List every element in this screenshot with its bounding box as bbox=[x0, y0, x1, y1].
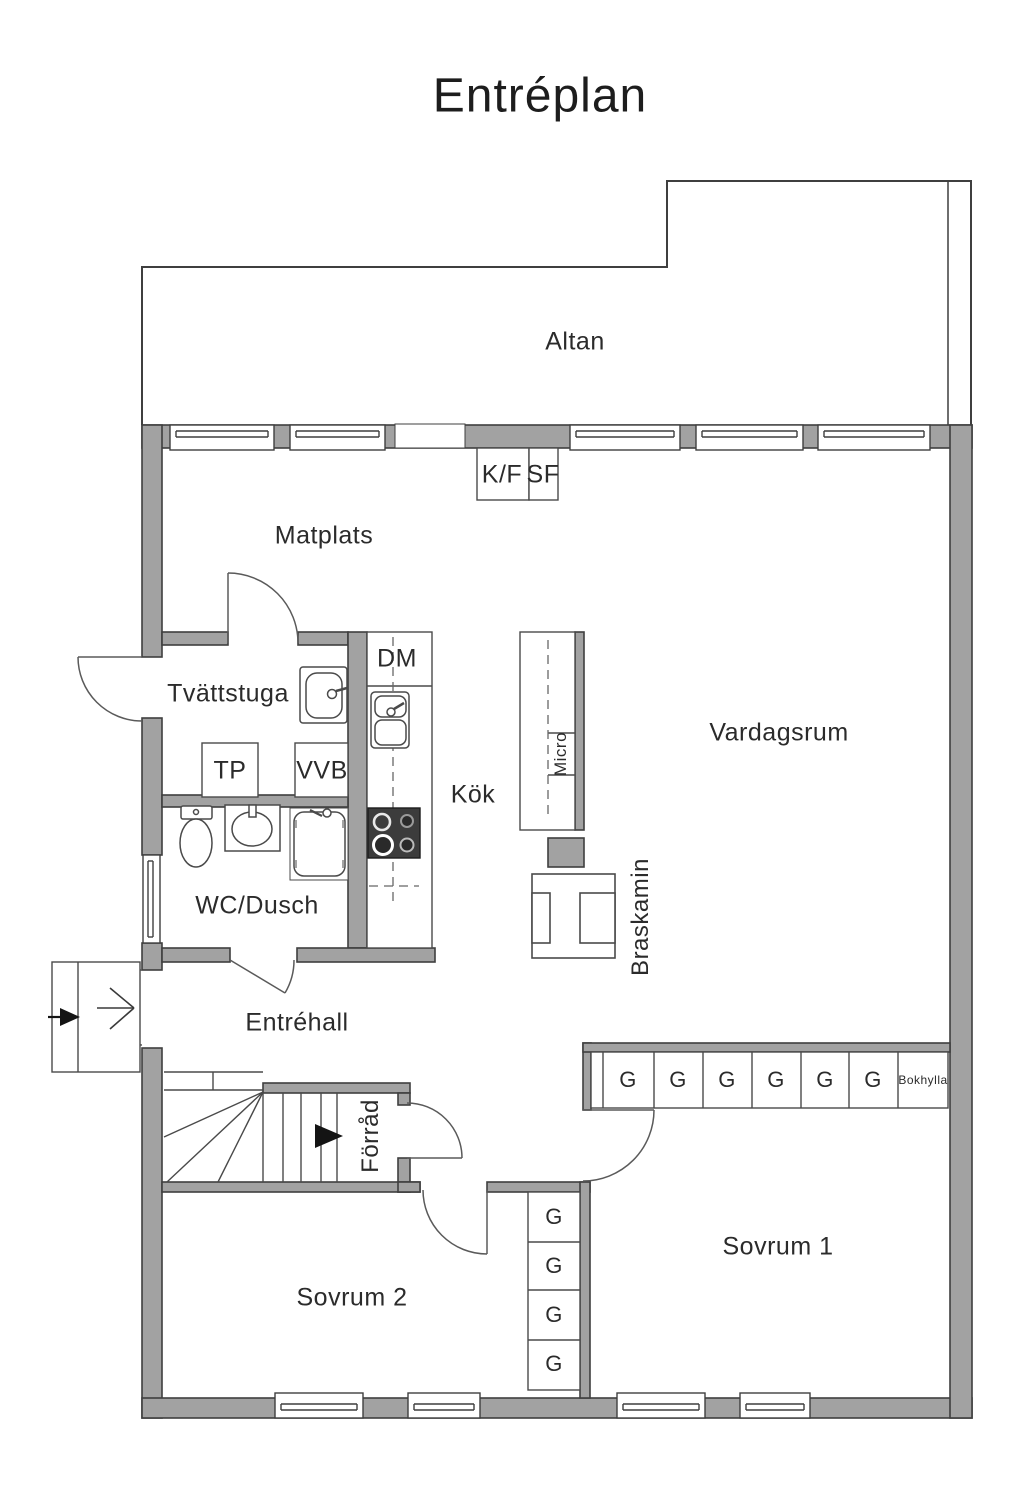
window-icon bbox=[818, 425, 930, 450]
fixture-label-dm: DM bbox=[377, 644, 417, 673]
room-label-altan: Altan bbox=[545, 327, 605, 356]
fixture-label-kf: K/F bbox=[481, 460, 523, 489]
page-title: Entréplan bbox=[432, 69, 648, 123]
window-icon bbox=[170, 425, 274, 450]
room-label-matplats: Matplats bbox=[274, 521, 374, 550]
window-icon bbox=[617, 1393, 705, 1418]
stairs-direction-arrow-icon bbox=[315, 1124, 343, 1148]
kitchen-sink-icon bbox=[371, 692, 409, 748]
closet-label: G bbox=[545, 1253, 563, 1278]
closet-label: G bbox=[669, 1067, 687, 1092]
closet-label: G bbox=[718, 1067, 736, 1092]
wc-door-icon bbox=[230, 960, 294, 993]
closet-label: G bbox=[619, 1067, 637, 1092]
closet-label: G bbox=[767, 1067, 785, 1092]
glass-door-icon bbox=[395, 424, 465, 448]
bookshelf-label: Bokhylla bbox=[898, 1073, 948, 1087]
bedroom2-door-icon bbox=[423, 1190, 487, 1254]
washbasin-icon bbox=[225, 805, 280, 851]
fixture-label-tp: TP bbox=[213, 756, 247, 785]
fireplace-icon bbox=[532, 874, 615, 958]
fixture-label-sf: SF bbox=[526, 460, 560, 489]
room-label-kok: Kök bbox=[450, 780, 496, 809]
room-label-tvattstuga: Tvättstuga bbox=[167, 679, 289, 708]
room-label-forrad: Förråd bbox=[357, 1099, 384, 1173]
closet-label: G bbox=[864, 1067, 882, 1092]
bedroom1-door-icon bbox=[583, 1110, 654, 1181]
window-icon bbox=[570, 425, 680, 450]
laundry-exterior-door-icon bbox=[78, 657, 142, 721]
closet-label: G bbox=[816, 1067, 834, 1092]
altan-outline bbox=[142, 181, 971, 425]
window-icon bbox=[290, 425, 385, 450]
closet-label: G bbox=[545, 1302, 563, 1327]
storage-door-icon bbox=[407, 1103, 462, 1158]
window-icon bbox=[740, 1393, 810, 1418]
closet-label: G bbox=[545, 1204, 563, 1229]
fixture-label-braskamin: Braskamin bbox=[627, 858, 654, 976]
room-label-sovrum2: Sovrum 2 bbox=[296, 1283, 408, 1312]
room-label-wc-dusch: WC/Dusch bbox=[195, 891, 319, 920]
toilet-icon bbox=[180, 806, 212, 867]
stove-icon bbox=[368, 808, 420, 858]
laundry-sink-icon bbox=[300, 667, 347, 723]
fixture-label-vvb: VVB bbox=[296, 756, 348, 785]
window-icon bbox=[143, 855, 160, 943]
window-icon bbox=[408, 1393, 480, 1418]
room-label-entrehall: Entréhall bbox=[245, 1008, 349, 1037]
window-icon bbox=[696, 425, 803, 450]
laundry-door-icon bbox=[228, 573, 298, 643]
room-label-vardagsrum: Vardagsrum bbox=[709, 718, 849, 747]
fixture-label-micro: Micro bbox=[551, 731, 570, 777]
window-icon bbox=[275, 1393, 363, 1418]
shower-icon bbox=[290, 808, 348, 880]
closet-label: G bbox=[545, 1351, 563, 1376]
room-label-sovrum1: Sovrum 1 bbox=[722, 1232, 834, 1261]
